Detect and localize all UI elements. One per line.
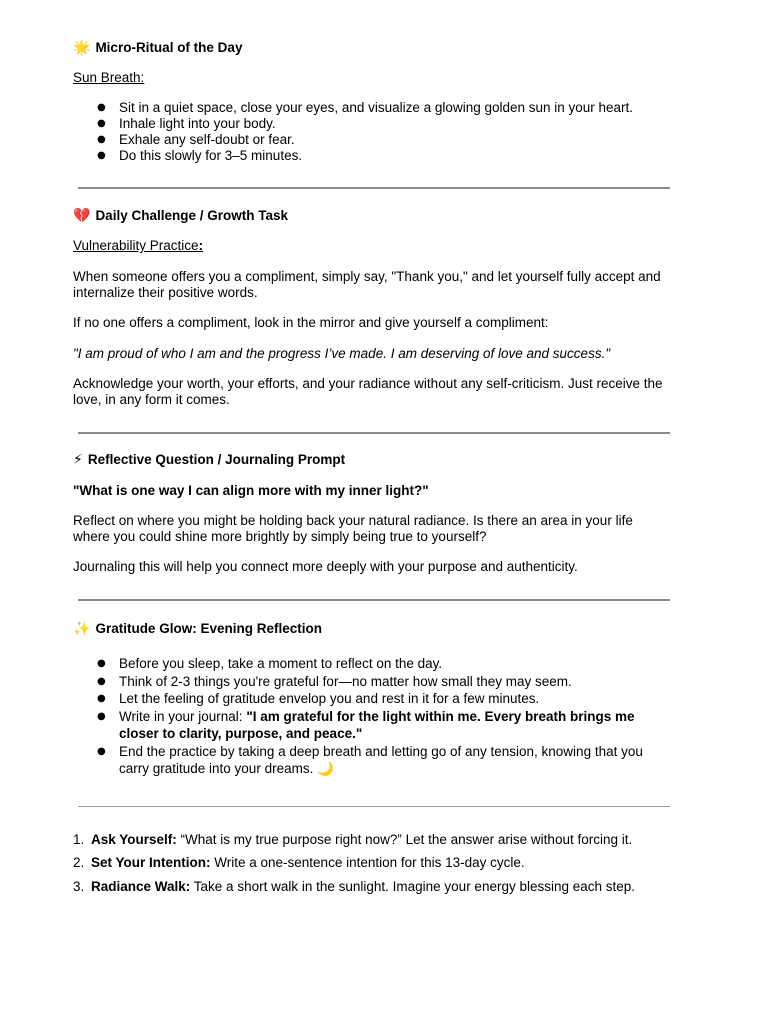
challenge-paragraph: When someone offers you a compliment, simply say, "Thank you," and let yourself fully accept and internalize their positive words. (73, 269, 661, 300)
affirmation-quote: "I am proud of who I am and the progress I’ve made. I am deserving of love and success." (73, 346, 611, 361)
section-divider (78, 187, 670, 189)
list-item: ● Do this slowly for 3–5 minutes. (73, 148, 673, 164)
lightning-icon: ⚡ (73, 452, 83, 468)
list-item: ● Inhale light into your body. (73, 116, 673, 132)
sparkles-icon: ✨ (73, 621, 91, 637)
list-item (73, 743, 673, 779)
challenge-paragraph: If no one offers a compliment, look in the mirror and give yourself a compliment: (73, 315, 549, 330)
step-number: 1. (73, 831, 85, 847)
step-number: 3. (73, 878, 85, 894)
steps-list (73, 828, 673, 899)
challenge-paragraph: Acknowledge your worth, your efforts, and your radiance without any self-criticism. Just receive the love, in any form it comes. (73, 376, 663, 407)
crescent-moon-icon: 🌙 (317, 761, 334, 777)
journal-prefix: Write in your journal: (119, 708, 247, 724)
daily-challenge-title: Daily Challenge / Growth Task (95, 208, 288, 223)
vulnerability-subtitle-text: Vulnerability Practice (73, 238, 199, 253)
daily-challenge-heading (73, 208, 673, 224)
micro-ritual-title: Micro-Ritual of the Day (95, 40, 243, 55)
vulnerability-subtitle (73, 238, 673, 254)
step-label: Ask Yourself: (91, 831, 177, 847)
list-item: ● Before you sleep, take a moment to reflect on the day. (73, 655, 673, 673)
list-item: ● Let the feeling of gratitude envelop you and rest in it for a few minutes. (73, 690, 673, 708)
step-text: Take a short walk in the sunlight. Imagine your energy blessing each step. (190, 878, 636, 894)
broken-heart-icon: 💔 (73, 208, 91, 224)
list-item: ● Sit in a quiet space, close your eyes, and visualize a glowing golden sun in your heart. (73, 100, 673, 116)
reflective-paragraph: Journaling this will help you connect more deeply with your purpose and authenticity. (73, 559, 578, 574)
glowing-star-icon: 🌟 (73, 40, 91, 56)
section-divider (78, 599, 670, 601)
list-item: ● Think of 2-3 things you're grateful for—no matter how small they may seem. (73, 673, 673, 691)
gratitude-list (73, 655, 673, 779)
reflective-paragraph: Reflect on where you might be holding back your natural radiance. Is there an area in your life where you could shine more brightly by simply being true to yourself? (73, 513, 633, 544)
micro-ritual-heading (73, 40, 673, 56)
step-text: “What is my true purpose right now?” Let the answer arise without forcing it. (176, 831, 633, 847)
journal-affirmation: "I am grateful for the light within me. Every breath brings me closer to clarity, purpose, and peace." (119, 708, 635, 741)
list-item (73, 828, 673, 852)
step-text: Write a one-sentence intention for this 13-day cycle. (210, 855, 525, 870)
sun-breath-subtitle: Sun Breath: (73, 70, 145, 85)
closing-instruction: End the practice by taking a deep breath and letting go of any tension, knowing that you carry gratitude into your dreams. (119, 743, 643, 776)
document-page (73, 38, 673, 898)
step-label: Set Your Intention: (91, 855, 211, 870)
reflective-question: "What is one way I can align more with my inner light?" (73, 483, 429, 498)
section-divider (78, 432, 670, 434)
sun-breath-list (73, 100, 673, 164)
step-label: Radiance Walk: (91, 878, 191, 894)
vulnerability-subtitle-colon: : (198, 238, 204, 253)
list-item: ● Exhale any self-doubt or fear. (73, 132, 673, 148)
reflective-heading (73, 452, 673, 468)
list-item (73, 851, 673, 875)
step-number: 2. (73, 855, 85, 870)
gratitude-title: Gratitude Glow: Evening Reflection (95, 621, 322, 636)
list-item (73, 708, 673, 743)
list-item (73, 875, 673, 899)
gratitude-heading (73, 621, 673, 637)
section-divider (78, 806, 670, 807)
reflective-title: Reflective Question / Journaling Prompt (87, 452, 346, 467)
